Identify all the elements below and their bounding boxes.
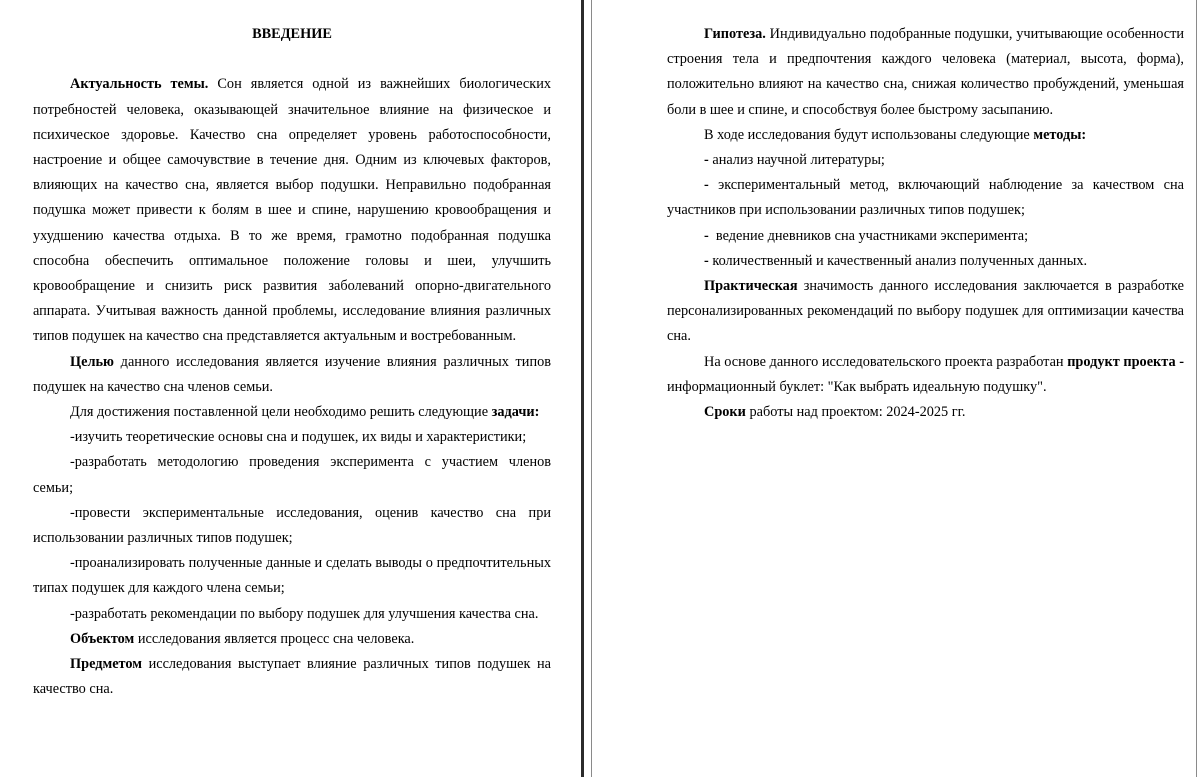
page-title: ВВЕДЕНИЕ	[252, 26, 332, 42]
task-item: -провести экспериментальные исследования, оценив качество сна при использовании различных типов подушек;	[33, 504, 551, 547]
product-text: На основе данного исследовательского проекта разработан	[704, 353, 1068, 370]
practical-text: значимость данного исследования заключается в разработке персонализированных рекомендаций по выбору подушек для оптимизации качества сна.	[667, 278, 1184, 345]
method-item	[667, 173, 1184, 223]
deadline-text: работы над проектом: 2024-2025 гг.	[745, 404, 966, 421]
task-item: -проанализировать полученные данные и сделать выводы о предпочтительных типах подушек для каждого члена семьи;	[33, 555, 551, 597]
hypothesis-label: Гипотеза.	[704, 26, 766, 42]
object-paragraph	[33, 627, 551, 652]
relevance-paragraph	[33, 72, 551, 349]
deadline-label: Сроки	[704, 404, 746, 421]
left-page	[0, 0, 581, 777]
goal-paragraph	[33, 350, 551, 400]
task-item: -изучить теоретические основы сна и подушек, их виды и характеристики;	[70, 429, 527, 446]
hypothesis-text: Индивидуально подобранные подушки, учитывающие особенности строения тела и предпочтения каждого человека (материал, высота, форма), положительно влияют на качество сна, снижая количество пробуждений, уменьшая боли в шее и спине, и способствуя более быстрому засыпанию.	[667, 26, 1184, 118]
methods-label: методы:	[1033, 126, 1087, 143]
title-spacer	[33, 47, 551, 72]
relevance-text: Сон является одной из важнейших биологических потребностей человека, оказывающей значительное влияние на физическое и психическое здоровье. Качество сна определяет уровень работоспособности, настроение и общее самочувствие в течение дня. Одним из ключевых факторов, влияющих на качество сна, является выбор подушки. Неправильно подобранная подушка может привести к болям в шее и спине, нарушению кровообращения и ухудшению качества отдыха. В то же время, грамотно подобранная подушка способна обеспечить оптимальное положение головы и шеи, улучшить кровообращение и снизить риск развития заболеваний опорно-двигательного аппарата. Учитывая важность данной проблемы, исследование влияния различных типов подушек на качество сна представляется актуальным и востребованным.	[33, 76, 551, 345]
method-text: анализ научной литературы;	[712, 152, 885, 169]
subject-text: исследования выступает влияние различных типов подушек на качество сна.	[33, 656, 551, 698]
goal-label: Целью	[70, 353, 114, 370]
page-divider	[581, 0, 592, 777]
hypothesis-paragraph	[667, 22, 1184, 123]
tasks-intro-text: Для достижения поставленной цели необходимо решить следующие	[70, 404, 492, 421]
right-page	[592, 0, 1200, 777]
method-dash: -	[704, 227, 716, 244]
method-dash: -	[704, 252, 713, 269]
task-item: -разработать методологию проведения эксперимента с участием членов семьи;	[33, 454, 551, 496]
methods-intro-paragraph	[667, 123, 1184, 148]
tasks-intro-paragraph	[33, 400, 551, 425]
product-label: продукт проекта -	[1067, 353, 1184, 370]
method-text: количественный и качественный анализ полученных данных.	[712, 252, 1088, 269]
method-dash: -	[704, 152, 713, 169]
methods-intro-text: В ходе исследования будут использованы следующие	[704, 126, 1034, 143]
relevance-label: Актуальность темы.	[70, 76, 209, 93]
object-text: исследования является процесс сна человека.	[134, 630, 415, 647]
practical-label: Практическая	[704, 278, 798, 295]
product-paragraph	[667, 350, 1184, 400]
tasks-label: задачи:	[491, 404, 540, 421]
goal-text: данного исследования является изучение влияния различных типов подушек на качество сна членов семьи.	[33, 353, 551, 395]
practical-paragraph	[667, 274, 1184, 350]
task-item: -разработать рекомендации по выбору подушек для улучшения качества сна.	[70, 605, 539, 622]
product-text-2: информационный буклет: "Как выбрать идеальную подушку".	[667, 378, 1047, 395]
method-dash: -	[704, 177, 719, 194]
method-item	[667, 148, 1184, 173]
method-text: экспериментальный метод, включающий наблюдение за качеством сна участников при использовании различных типов подушек;	[667, 177, 1184, 219]
deadline-paragraph	[667, 400, 1184, 425]
object-label: Объектом	[70, 630, 135, 647]
method-text: ведение дневников сна участниками эксперимента;	[715, 227, 1029, 244]
method-item	[667, 224, 1184, 249]
subject-paragraph	[33, 652, 551, 702]
right-edge-divider	[1196, 0, 1200, 777]
method-item	[667, 249, 1184, 274]
subject-label: Предметом	[70, 656, 142, 673]
